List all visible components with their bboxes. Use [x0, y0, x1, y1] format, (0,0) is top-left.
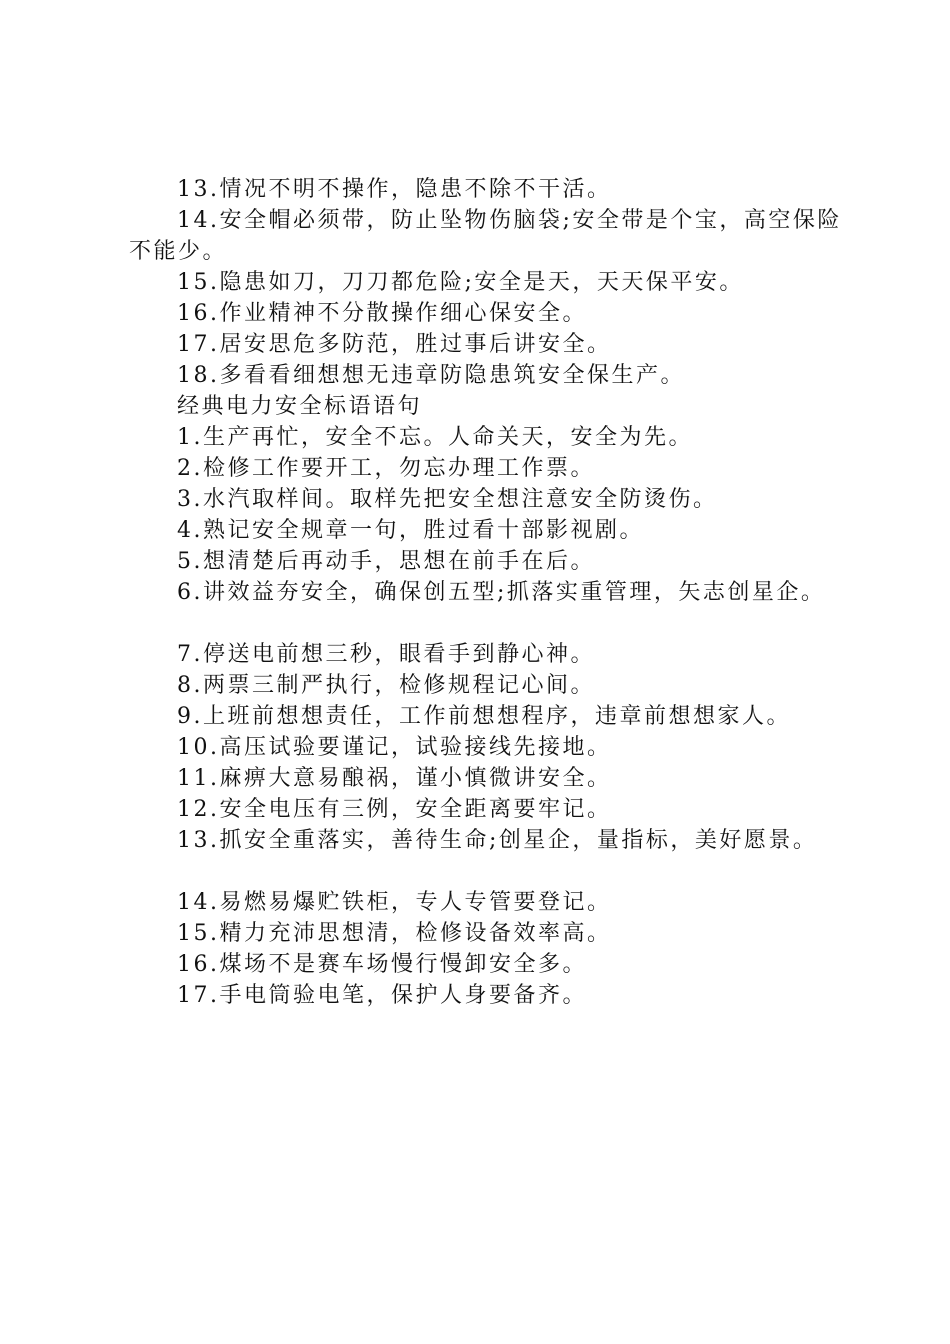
- document-body: [129, 174, 849, 1011]
- slogan-line: 13.情况不明不操作，隐患不除不干活。: [177, 177, 612, 202]
- slogan-line: 9.上班前想想责任，工作前想想程序，违章前想想家人。: [177, 704, 791, 729]
- slogan-line: 5.想清楚后再动手，思想在前手在后。: [177, 549, 595, 574]
- slogan-line: 15.隐患如刀，刀刀都危险;安全是天，天天保平安。: [177, 270, 744, 295]
- slogan-line: 16.煤场不是赛车场慢行慢卸安全多。: [177, 952, 587, 977]
- blank-line: [129, 608, 849, 639]
- slogan-line: 12.安全电压有三例，安全距离要牢记。: [177, 797, 612, 822]
- slogan-line: 16.作业精神不分散操作细心保安全。: [177, 301, 587, 326]
- slogan-line: 7.停送电前想三秒，眼看手到静心神。: [177, 642, 595, 667]
- slogan-line: 14.安全帽必须带，防止坠物伤脑袋;安全带是个宝，高空保险不能少。: [129, 208, 842, 264]
- slogan-line: 18.多看看细想想无违章防隐患筑安全保生产。: [177, 363, 685, 388]
- slogan-line: 10.高压试验要谨记，试验接线先接地。: [177, 735, 612, 760]
- slogan-line: 4.熟记安全规章一句，胜过看十部影视剧。: [177, 518, 644, 543]
- slogan-line: 17.居安思危多防范，胜过事后讲安全。: [177, 332, 612, 357]
- slogan-line: 15.精力充沛思想清，检修设备效率高。: [177, 921, 612, 946]
- slogan-line: 13.抓安全重落实，善待生命;创星企，量指标，美好愿景。: [177, 828, 818, 853]
- slogan-line: 2.检修工作要开工，勿忘办理工作票。: [177, 456, 595, 481]
- slogan-line: 14.易燃易爆贮铁柜，专人专管要登记。: [177, 890, 612, 915]
- slogan-line: 3.水汽取样间。取样先把安全想注意安全防烫伤。: [177, 487, 718, 512]
- slogan-line: 17.手电筒验电笔，保护人身要备齐。: [177, 983, 587, 1008]
- slogan-line: 11.麻痹大意易酿祸，谨小慎微讲安全。: [177, 766, 612, 791]
- section-heading: 经典电力安全标语语句: [177, 394, 423, 419]
- blank-line: [129, 856, 849, 887]
- slogan-line: 8.两票三制严执行，检修规程记心间。: [177, 673, 595, 698]
- slogan-line: 6.讲效益夯安全，确保创五型;抓落实重管理，矢志创星企。: [177, 580, 826, 605]
- slogan-line: 1.生产再忙，安全不忘。人命关天，安全为先。: [177, 425, 693, 450]
